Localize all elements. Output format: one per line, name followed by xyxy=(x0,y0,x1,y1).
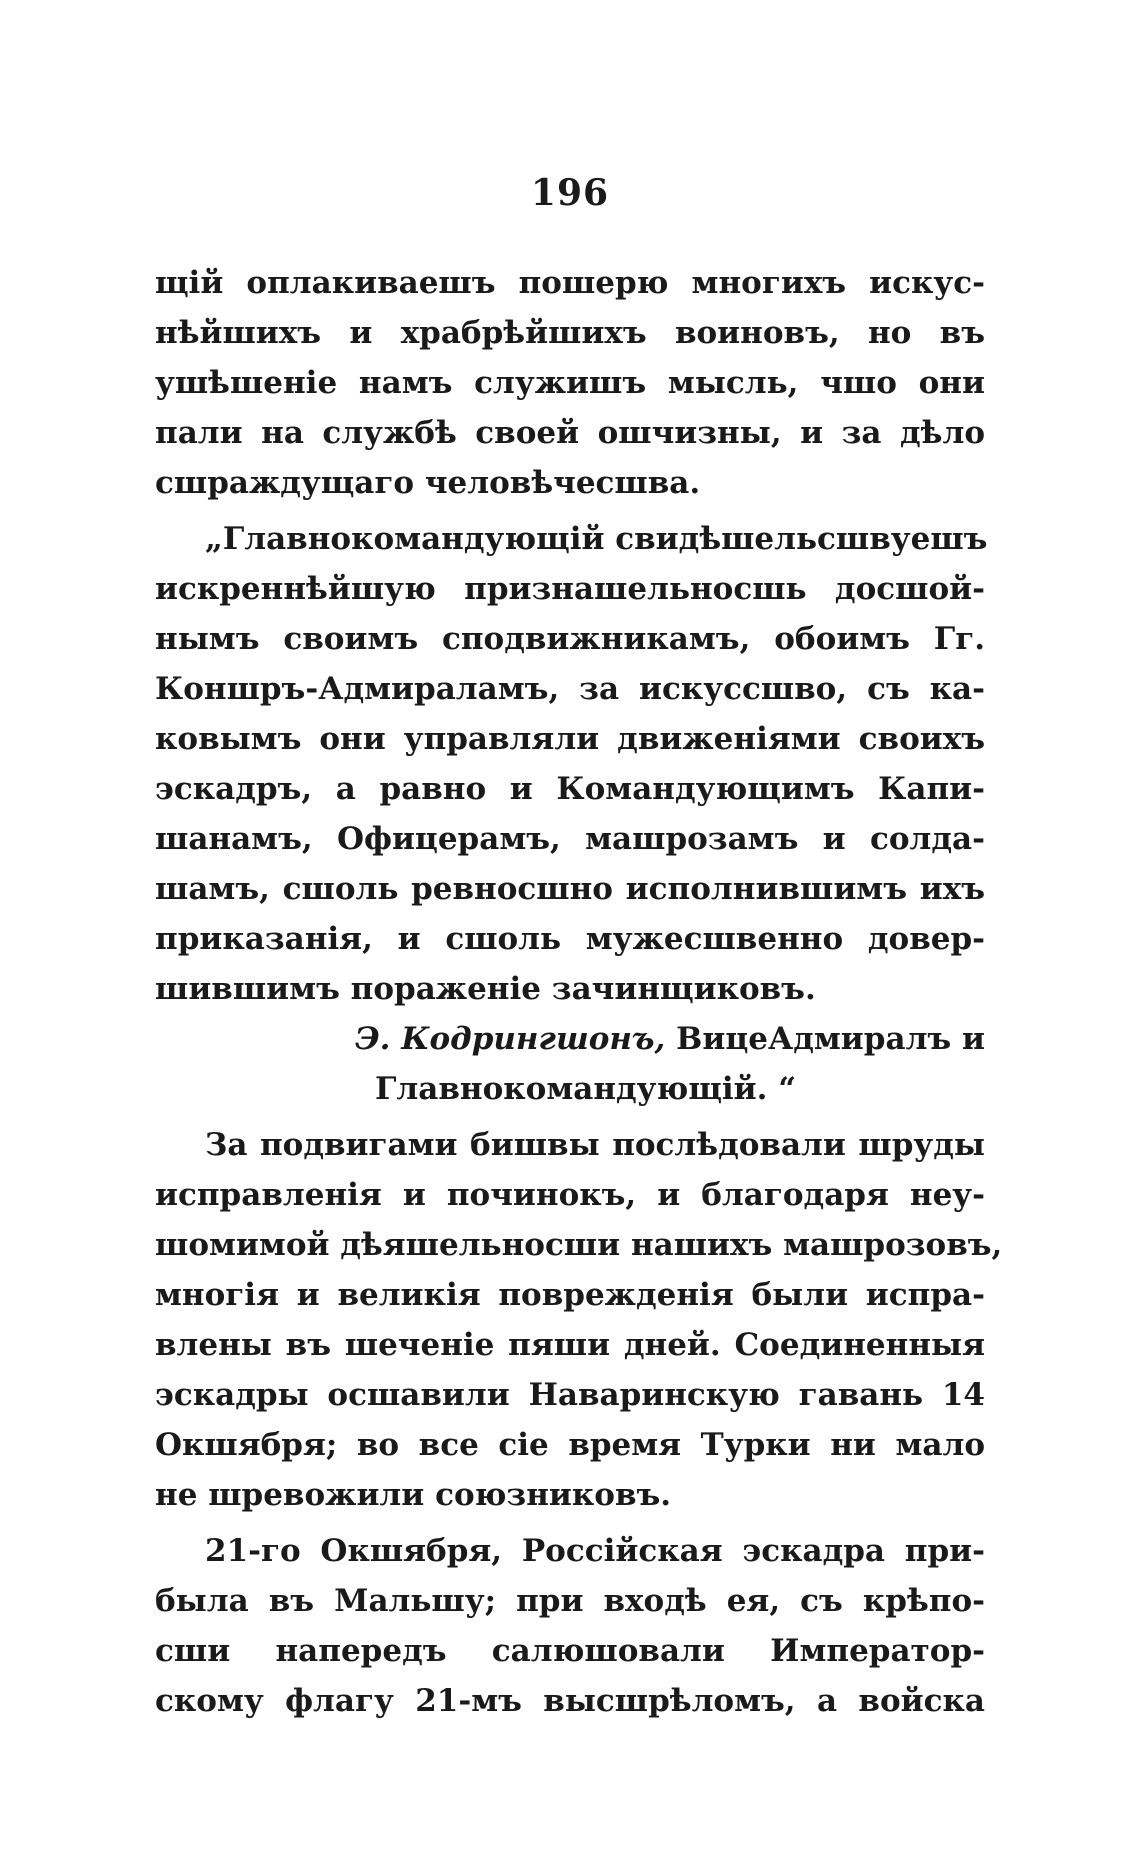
text-line: сши напередъ салюшовали Император- xyxy=(155,1633,985,1669)
text-line: шомимой дѣяшельносши нашихъ машрозовъ, xyxy=(155,1227,1003,1263)
signature-block xyxy=(155,1014,985,1114)
text-line: приказанія, и сшоль мужесшвенно довер- xyxy=(155,921,985,957)
text-line: ушѣшеніе намъ служишъ мысль, чшо они xyxy=(155,365,985,401)
text-line: Коншръ-Адмираламъ, за искуссшво, съ ка- xyxy=(155,671,985,707)
text-line: скому флагу 21-мъ высшрѣломъ, а войска xyxy=(155,1683,985,1719)
text-line: щій оплакиваешъ пошерю многихъ искус- xyxy=(155,265,985,301)
text-line: сшраждущаго человѣчесшва. xyxy=(155,465,701,501)
text-line: искреннѣйшую признашельносшь досшой- xyxy=(155,571,985,607)
paragraph-3 xyxy=(155,1120,1003,1520)
paragraph-2 xyxy=(155,514,988,1014)
text-line: шившимъ пораженіе зачинщиковъ. xyxy=(155,971,816,1007)
signature-title-line: Главнокомандующій. “ xyxy=(375,1071,797,1107)
text-line: пали на службѣ своей ошчизны, и за дѣло xyxy=(155,415,985,451)
text-line: шанамъ, Офицерамъ, машрозамъ и солда- xyxy=(155,821,985,857)
signature-title: ВицеАдмиралъ и xyxy=(665,1021,985,1057)
text-line: была въ Мальшу; при входѣ ея, съ крѣпо- xyxy=(155,1583,985,1619)
text-line: нымъ своимъ сподвижникамъ, обоимъ Гг. xyxy=(155,621,985,657)
text-line: 21-го Окшября, Россійская эскадра при- xyxy=(205,1533,985,1569)
text-line: не шревожили союзниковъ. xyxy=(155,1477,672,1513)
text-line: нѣйшихъ и храбрѣйшихъ воиновъ, но въ xyxy=(155,315,985,351)
page-number: 196 xyxy=(530,172,610,214)
text-line: многія и великія поврежденія были испра- xyxy=(155,1277,985,1313)
text-line: „Главнокомандующій свидѣшельсшвуешъ xyxy=(205,521,988,557)
text-line: ковымъ они управляли движеніями своихъ xyxy=(155,721,985,757)
text-line: исправленія и починокъ, и благодаря неу- xyxy=(155,1177,985,1213)
paragraph-4 xyxy=(155,1526,985,1726)
text-line: Окшября; во все сіе время Турки ни мало xyxy=(155,1427,985,1463)
text-line: влены въ шеченіе пяши дней. Соединенныя xyxy=(155,1327,985,1363)
text-line: эскадры осшавили Наваринскую гавань 14 xyxy=(155,1377,985,1413)
text-line: эскадръ, а равно и Командующимъ Капи- xyxy=(155,771,985,807)
signature-name: Э. Кодрингшонъ, xyxy=(355,1021,666,1057)
signature-line xyxy=(155,1014,985,1064)
page-body xyxy=(155,258,1003,1726)
text-line: шамъ, сшоль ревносшно исполнившимъ ихъ xyxy=(155,871,985,907)
paragraph-1 xyxy=(155,258,985,508)
text-line: За подвигами бишвы послѣдовали шруды xyxy=(205,1127,985,1163)
